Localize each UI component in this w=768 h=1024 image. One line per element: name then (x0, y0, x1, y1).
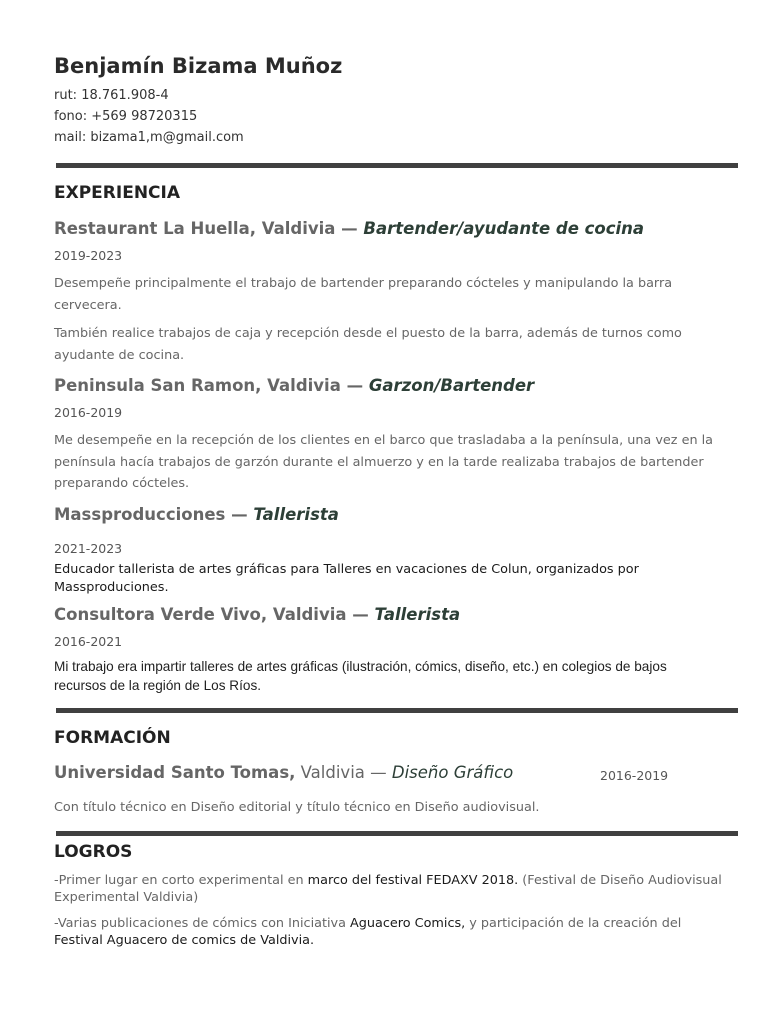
achievement-highlight: marco del festival FEDAXV 2018. (307, 873, 519, 888)
education-institution: Universidad Santo Tomas, (54, 763, 296, 782)
section-title-formacion: FORMACIÓN (54, 728, 171, 748)
job-company: Massproducciones (54, 505, 226, 524)
achievement-highlight: Festival Aguacero de comics de Valdivia. (54, 933, 315, 948)
section-title-experiencia: EXPERIENCIA (54, 183, 181, 203)
job-description: Educador tallerista de artes gráficas para Talleres en vacaciones de Colun, organizados por Massproduciones. (54, 562, 639, 595)
job-role: Bartender/ayudante de cocina (363, 219, 645, 238)
education-description: Con título técnico en Diseño editorial y título técnico en Diseño audiovisual. (54, 800, 540, 815)
title-separator: — (335, 219, 364, 238)
job-title (54, 505, 339, 524)
job-title (54, 605, 460, 624)
job-description: Me desempeñe en la recepción de los clientes en el barco que trasladaba a la península, una vez en la península hacía trabajos de garzón durante el almuerzo y en la tarde realizaba trabajos de bartender preparando cócteles. (54, 433, 714, 491)
achievement-item (54, 872, 724, 906)
job-description: También realice trabajos de caja y recepción desde el puesto de la barra, además de turnos como ayudante de cocina. (54, 326, 682, 363)
rut-line: rut: 18.761.908-4 (54, 88, 169, 103)
section-divider (56, 708, 738, 713)
job-dates: 2016-2019 (54, 405, 123, 420)
achievement-text: -Primer lugar en corto experimental en (54, 873, 308, 888)
job-role: Tallerista (374, 605, 461, 624)
title-separator: — (364, 763, 392, 782)
education-degree: Diseño Gráfico (391, 763, 514, 782)
job-description: Desempeñe principalmente el trabajo de bartender preparando cócteles y manipulando la barra cervecera. (54, 276, 673, 313)
job-description: Mi trabajo era impartir talleres de artes gráficas (ilustración, cómics, diseño, etc.) en colegios de bajos recursos de la región de Los Ríos. (54, 659, 667, 693)
title-separator: — (340, 376, 369, 395)
education-dates: 2016-2019 (600, 768, 669, 783)
job-title (54, 219, 644, 238)
job-role: Tallerista (253, 505, 339, 524)
job-dates: 2019-2023 (54, 248, 123, 263)
email-line: mail: bizama1,m@gmail.com (54, 130, 244, 145)
achievement-item (54, 915, 724, 949)
education-title (54, 763, 513, 782)
education-city: Valdivia (295, 763, 365, 782)
job-title (54, 376, 534, 395)
achievement-text: (Festival de Diseño Audiovisual Experimental Valdivia) (54, 873, 722, 905)
achievement-highlight: Aguacero Comics, (350, 916, 466, 931)
section-divider (56, 831, 738, 836)
job-company: Restaurant La Huella, Valdivia (54, 219, 336, 238)
section-divider (56, 163, 738, 168)
title-separator: — (225, 505, 254, 524)
job-company: Consultora Verde Vivo, Valdivia (54, 605, 347, 624)
title-separator: — (346, 605, 375, 624)
job-dates: 2021-2023 (54, 541, 123, 556)
phone-line: fono: +569 98720315 (54, 109, 198, 124)
job-dates: 2016-2021 (54, 634, 123, 649)
full-name: Benjamín Bizama Muñoz (54, 54, 343, 78)
job-company: Peninsula San Ramon, Valdivia (54, 376, 341, 395)
achievement-text: -Varias publicaciones de cómics con Iniciativa (54, 916, 351, 931)
section-title-logros: LOGROS (54, 842, 133, 862)
job-role: Garzon/Bartender (368, 376, 535, 395)
achievement-text: y participación de la creación del (465, 916, 682, 931)
